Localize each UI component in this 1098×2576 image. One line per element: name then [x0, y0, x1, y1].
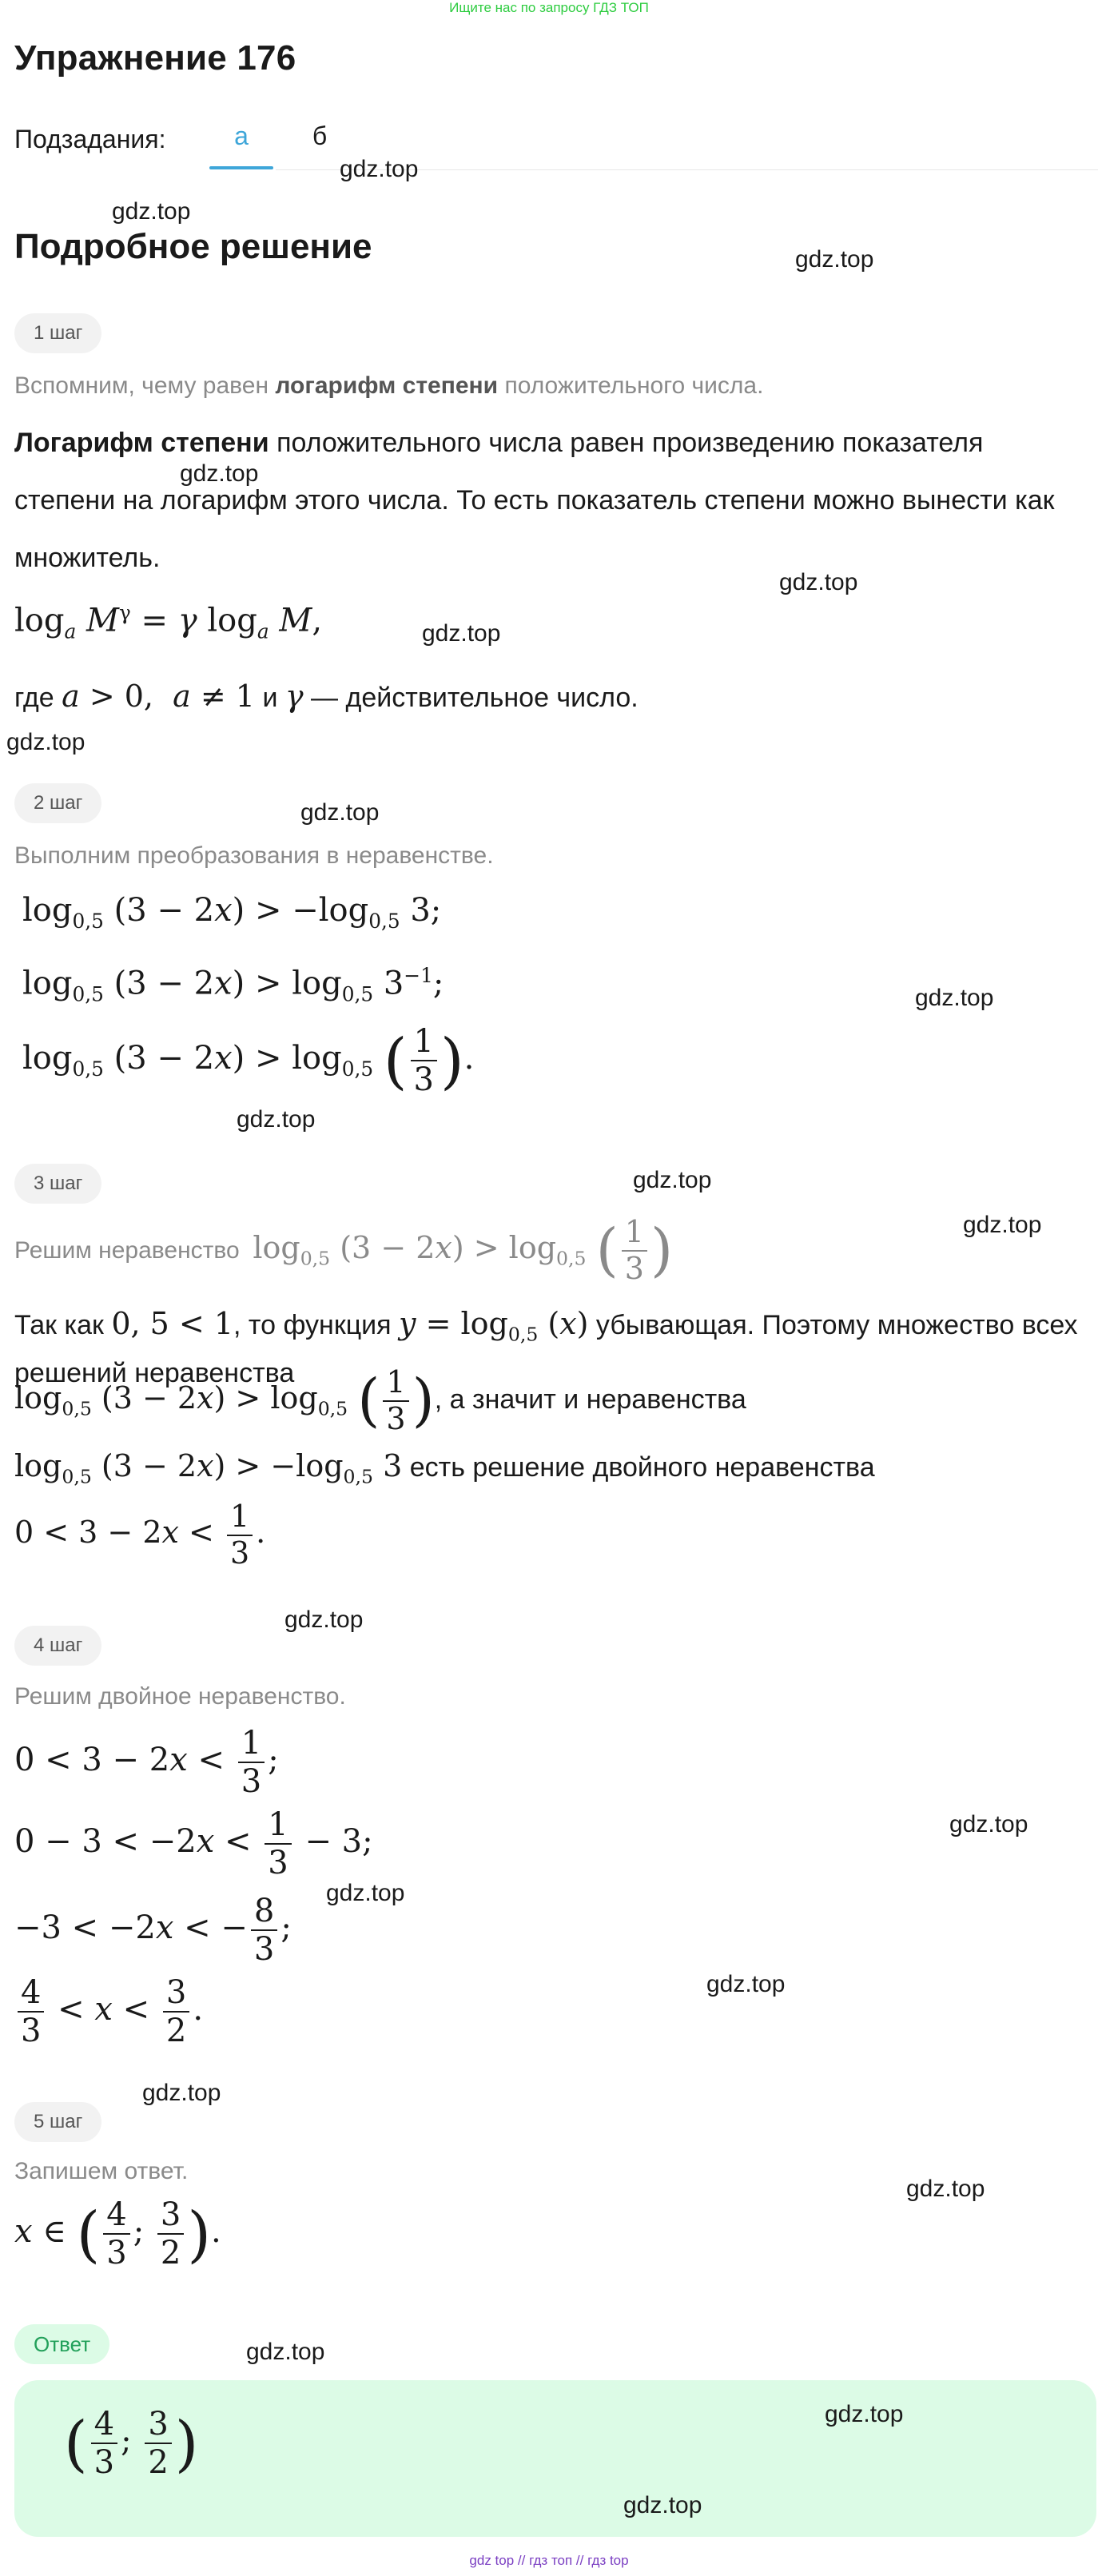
- watermark: gdz.top: [779, 569, 858, 595]
- watermark: gdz.top: [340, 156, 419, 182]
- footer-links[interactable]: gdz top // гдз топ // гдз top: [469, 2553, 629, 2568]
- watermark: gdz.top: [915, 985, 994, 1011]
- step-2-hint: Выполним преобразования в неравенстве.: [14, 842, 494, 869]
- step-2-badge: 2 шаг: [14, 783, 101, 823]
- page-title: Упражнение 176: [14, 38, 296, 78]
- step-2-line-1: $\log_{0,5} (3 - 2x) > -\log_{0,5}$ 3;: [22, 892, 442, 933]
- watermark: gdz.top: [963, 1212, 1042, 1238]
- step-1-badge: 1 шаг: [14, 313, 101, 353]
- watermark: gdz.top: [949, 1811, 1028, 1837]
- step-4-line-1: 0 < 3 − 2x < $\frac{1}{3}$ ;: [14, 1725, 279, 1800]
- watermark: gdz.top: [906, 2176, 985, 2202]
- watermark: gdz.top: [623, 2492, 702, 2518]
- tab-b[interactable]: б: [312, 121, 328, 150]
- step-1-formula: $\log_a M^\gamma = \gamma$ $\log_a M$,: [14, 601, 323, 643]
- subtasks-label: Подзадания:: [14, 125, 166, 153]
- watermark: gdz.top: [237, 1106, 316, 1133]
- step-5-result: x ∈ ( $\frac{4}{3}$ ; $\frac{3}{2}$ ).: [14, 2196, 221, 2271]
- watermark: gdz.top: [112, 198, 191, 225]
- step-4-line-4: $\frac{4}{3}$ < x < $\frac{3}{2}$ .: [14, 1974, 203, 2049]
- step-3-line-2: $\log_{0,5} (3 - 2x) > \log_{0,5}$ ( $\frac{1}{3}$ ), а значит и неравенства: [14, 1364, 746, 1436]
- watermark: gdz.top: [246, 2339, 325, 2365]
- step-5-hint: Запишем ответ.: [14, 2158, 189, 2184]
- answer-value: ( $\frac{4}{3}$ ; $\frac{3}{2}$ ): [64, 2406, 199, 2481]
- watermark: gdz.top: [825, 2401, 904, 2427]
- step-1-where: где a > 0, a ≠ 1 и γ — действительное число.: [14, 679, 639, 714]
- step-2-line-2: $\log_{0,5} (3 - 2x) > \log_{0,5} 3^{-1}$;: [22, 964, 444, 1006]
- watermark: gdz.top: [284, 1607, 364, 1633]
- top-banner[interactable]: Ищите нас по запросу ГДЗ ТОП: [449, 0, 649, 15]
- watermark: gdz.top: [795, 246, 874, 273]
- step-5-badge: 5 шаг: [14, 2102, 101, 2142]
- step-3-line-3: $\log_{0,5} (3 - 2x) > -\log_{0,5}$ 3 есть решение двойного неравенства: [14, 1448, 875, 1488]
- watermark: gdz.top: [326, 1880, 405, 1906]
- step-3-badge: 3 шаг: [14, 1164, 101, 1204]
- step-4-line-3: −3 < −2x < − $\frac{8}{3}$ ;: [14, 1893, 292, 1968]
- watermark: gdz.top: [633, 1167, 712, 1193]
- watermark: gdz.top: [706, 1971, 786, 1997]
- step-1-rule: Логарифм степени положительного числа равен произведению показателя степени на логарифм этого числа. То есть показатель степени можно вынести как множитель.: [14, 428, 1055, 573]
- step-4-hint: Решим двойное неравенство.: [14, 1683, 346, 1710]
- watermark: gdz.top: [422, 620, 501, 647]
- tab-a[interactable]: а: [234, 121, 249, 150]
- watermark: gdz.top: [6, 729, 86, 755]
- step-3-line-4: 0 < 3 − 2x < $\frac{1}{3}$ .: [14, 1499, 266, 1571]
- step-4-line-2: 0 − 3 < −2x < $\frac{1}{3}$ − 3;: [14, 1806, 373, 1881]
- answer-badge: Ответ: [14, 2324, 109, 2364]
- watermark: gdz.top: [300, 799, 380, 826]
- step-2-line-3: $\log_{0,5} (3 - 2x) > \log_{0,5}$ ( $\frac{1}{3}$ ).: [22, 1023, 475, 1098]
- watermark: gdz.top: [180, 460, 259, 487]
- step-1-hint: Вспомним, чему равен логарифм степени положительного числа.: [14, 372, 764, 399]
- watermark: gdz.top: [142, 2080, 221, 2106]
- active-tab-indicator: [209, 166, 273, 169]
- step-4-badge: 4 шаг: [14, 1626, 101, 1666]
- step-3-line-1: Так как 0, 5 < 1, то функция $y = \log_{0,5} (x)$ убывающая. Поэтому множество всех решений неравенства: [14, 1306, 1078, 1388]
- section-title: Подробное решение: [14, 227, 372, 266]
- step-3-hint: Решим неравенство $\log_{0,5} (3 - 2x) > \log_{0,5}$ ( $\frac{1}{3}$ ): [14, 1214, 674, 1286]
